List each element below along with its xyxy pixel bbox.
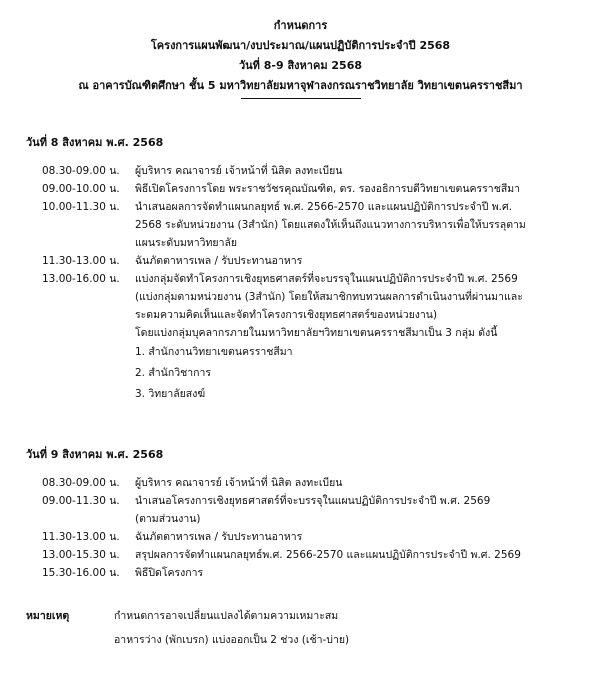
day1-schedule	[42, 162, 582, 405]
schedule-desc	[135, 564, 582, 582]
desc-line: นำเสนอโครงการเชิงยุทธศาสตร์ที่จะบรรจุในแผนปฏิบัติการประจำปี พ.ศ. 2569	[135, 495, 491, 507]
header-venue: ณ อาคารบัณฑิตศึกษา ชั้น 5 มหาวิทยาลัยมหาจุฬาลงกรณราชวิทยาลัย วิทยาเขตนครราชสีมา	[78, 79, 523, 92]
header-title: กำหนดการ	[273, 19, 328, 32]
desc-line: สรุปผลการจัดทำแผนกลยุทธ์พ.ศ. 2566-2570 และแผนปฏิบัติการประจำปี พ.ศ. 2569	[135, 549, 521, 561]
group-item: 2. สำนักวิชาการ	[135, 367, 212, 379]
day1-title: วันที่ 8 สิงหาคม พ.ศ. 2568	[26, 136, 164, 149]
note-label: หมายเหตุ	[26, 610, 70, 622]
desc-line: (ตามส่วนงาน)	[135, 513, 201, 525]
schedule-time: 15.30-16.00 น.	[42, 567, 120, 579]
schedule-row	[42, 162, 582, 180]
header-date: วันที่ 8-9 สิงหาคม 2568	[238, 59, 363, 72]
desc-line: ระดมความคิดเห็นและจัดทำโครงการเชิงยุทธศาสตร์ของหน่วยงาน)	[135, 309, 438, 321]
schedule-time: 08.30-09.00 น.	[42, 477, 120, 489]
document-header	[0, 0, 601, 99]
schedule-desc	[135, 546, 582, 564]
desc-line: 2568 ระดับหน่วยงาน (3สำนัก) โดยแสดงให้เห็นถึงแนวทางการบริหารเพื่อให้บรรลุตาม	[135, 219, 526, 231]
schedule-time: 09.00-10.00 น.	[42, 183, 120, 195]
schedule-row	[42, 198, 582, 252]
schedule-row	[42, 474, 582, 492]
group-item: 1. สำนักงานวิทยาเขตนครราชสีมา	[135, 346, 293, 358]
desc-line: แผนระดับมหาวิทยาลัย	[135, 237, 238, 249]
schedule-desc	[135, 474, 582, 492]
schedule-time: 09.00-11.30 น.	[42, 495, 120, 507]
desc-line: ฉันภัตตาหารเพล / รับประทานอาหาร	[135, 531, 303, 543]
schedule-time: 11.30-13.00 น.	[42, 531, 120, 543]
schedule-desc	[135, 528, 582, 546]
schedule-row	[42, 528, 582, 546]
day2-title: วันที่ 9 สิงหาคม พ.ศ. 2568	[26, 448, 164, 461]
schedule-row	[42, 564, 582, 582]
schedule-time: 11.30-13.00 น.	[42, 255, 120, 267]
note-section	[26, 604, 349, 652]
schedule-row	[42, 546, 582, 564]
note-line: กำหนดการอาจเปลี่ยนแปลงได้ตามความเหมาะสม	[114, 610, 339, 622]
schedule-time: 13.00-15.30 น.	[42, 549, 120, 561]
schedule-row	[42, 270, 582, 405]
schedule-desc	[135, 252, 582, 270]
schedule-time: 13.00-16.00 น.	[42, 273, 120, 285]
schedule-row	[42, 252, 582, 270]
header-divider	[241, 98, 361, 99]
desc-line: โดยแบ่งกลุ่มบุคลากรภายในมหาวิทยาลัยฯวิทยาเขตนครราชสีมาเป็น 3 กลุ่ม ดังนี้	[135, 327, 498, 339]
desc-line: แบ่งกลุ่มจัดทำโครงการเชิงยุทธศาสตร์ที่จะบรรจุในแผนปฏิบัติการประจำปี พ.ศ. 2569	[135, 273, 518, 285]
schedule-desc	[135, 492, 582, 528]
day2-schedule	[42, 474, 582, 582]
desc-line: ผู้บริหาร คณาจารย์ เจ้าหน้าที่ นิสิต ลงทะเบียน	[135, 165, 343, 177]
desc-line: พิธีปิดโครงการ	[135, 567, 204, 579]
desc-line: ฉันภัตตาหารเพล / รับประทานอาหาร	[135, 255, 303, 267]
schedule-desc	[135, 162, 582, 180]
note-body	[114, 604, 349, 652]
group-item: 3. วิทยาลัยสงฆ์	[135, 388, 206, 400]
desc-line: พิธีเปิดโครงการโดย พระราชวัชรคุณบัณฑิต, ดร. รองอธิการบดีวิทยาเขตนครราชสีมา	[135, 183, 521, 195]
desc-line: ผู้บริหาร คณาจารย์ เจ้าหน้าที่ นิสิต ลงทะเบียน	[135, 477, 343, 489]
desc-line: นำเสนอผลการจัดทำแผนกลยุทธ์ พ.ศ. 2566-2570 และแผนปฏิบัติการประจำปี พ.ศ.	[135, 201, 512, 213]
schedule-desc	[135, 180, 582, 198]
note-line: อาหารว่าง (พักเบรก) แบ่งออกเป็น 2 ช่วง (เช้า-บ่าย)	[114, 634, 350, 646]
header-project: โครงการแผนพัฒนา/งบประมาณ/แผนปฏิบัติการประจำปี 2568	[150, 39, 451, 52]
desc-line: (แบ่งกลุ่มตามหน่วยงาน (3สำนัก) โดยให้สมาชิกทบทวนผลการดำเนินงานที่ผ่านมาและ	[135, 291, 523, 303]
schedule-row	[42, 492, 582, 528]
schedule-row	[42, 180, 582, 198]
schedule-time: 10.00-11.30 น.	[42, 201, 120, 213]
schedule-desc	[135, 198, 582, 252]
schedule-desc	[135, 270, 582, 405]
schedule-time: 08.30-09.00 น.	[42, 165, 120, 177]
